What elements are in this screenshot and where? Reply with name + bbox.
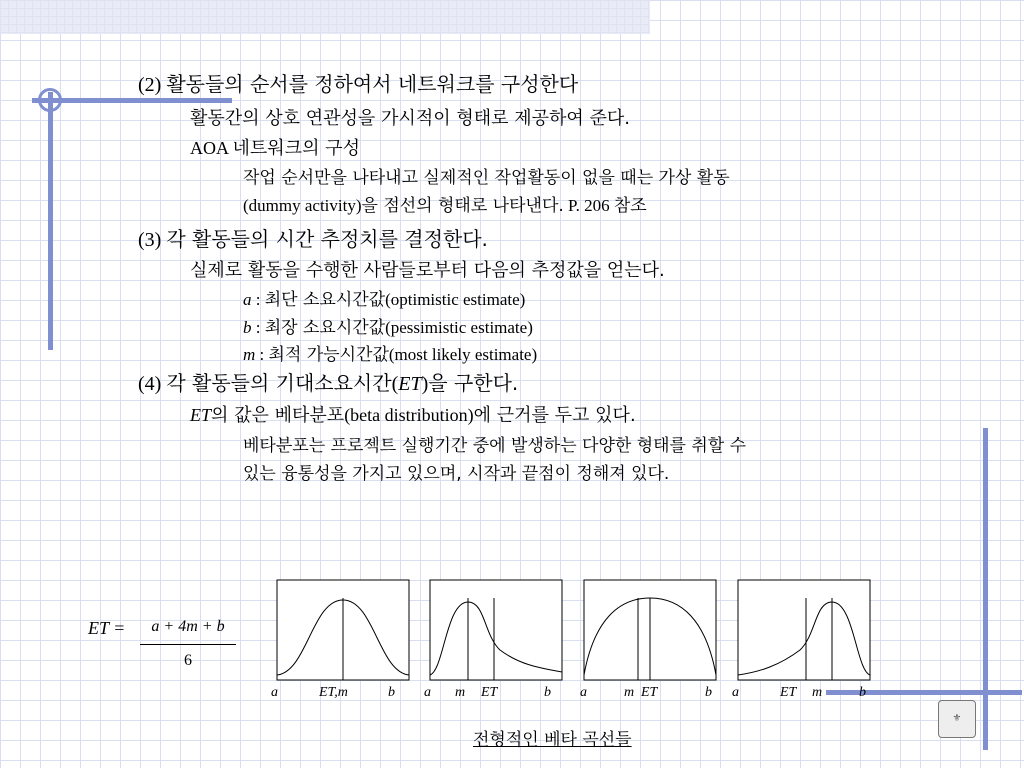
curve-label: m (455, 685, 466, 700)
text-line-2 (190, 104, 630, 130)
beta-curve-3 (580, 580, 716, 700)
curve-label: b (388, 685, 395, 700)
beta-curve-1 (271, 580, 409, 700)
left-horizontal-rule (32, 98, 232, 103)
et-formula-lhs: ET = (88, 618, 126, 638)
text-run: 의 값은 베타분포 (211, 405, 345, 426)
text-run: ( (391, 373, 399, 395)
beta-curves-figure (270, 575, 910, 710)
curve-label: m (624, 685, 635, 700)
text-run: : (251, 290, 265, 309)
curve-label: b (544, 685, 551, 700)
text-run: 참조 (613, 196, 647, 216)
et-formula-denominator: 6 (184, 652, 192, 669)
text-run: AOA (190, 138, 233, 158)
text-run: (optimistic estimate) (385, 290, 526, 309)
left-vertical-rule (48, 92, 53, 350)
beta-curve-2 (424, 580, 562, 700)
curve-label: ET (780, 685, 797, 700)
text-run: (2) (138, 74, 167, 96)
text-run: 활동간의 상호 연관성을 가시적이 형태로 제공하여 준다. (190, 108, 630, 129)
text-run: 에 근거를 두고 있다. (473, 405, 636, 426)
curve-label: m (812, 685, 823, 700)
text-run: a (243, 290, 252, 309)
text-run: m (243, 345, 256, 364)
text-line-11 (138, 367, 518, 396)
university-logo: ⚜ (938, 700, 976, 738)
text-run: 을 구한다. (428, 371, 519, 395)
text-run: P. 206 (563, 196, 614, 215)
text-run: (beta distribution) (344, 405, 474, 425)
curve-label: a (271, 685, 278, 700)
text-run: (dummy activity) (243, 196, 362, 215)
text-line-1 (138, 68, 578, 97)
text-run: 최적 가능시간값 (268, 345, 389, 365)
curve-label: ET (481, 685, 498, 700)
text-run: 있는 융통성을 가지고 있으며, 시작과 끝점이 정해져 있다. (243, 464, 670, 484)
curve-frame (738, 580, 870, 680)
text-run: (3) (138, 229, 167, 251)
top-banner (0, 0, 650, 34)
text-line-14 (243, 459, 669, 484)
text-run: 활동들의 순서를 정하여서 네트워크를 구성한다 (166, 72, 579, 96)
text-run: 각 활동들의 기대소요시간 (166, 371, 392, 395)
et-formula-bar (140, 644, 236, 645)
text-run: b (243, 318, 252, 337)
right-vertical-rule (983, 428, 988, 750)
text-line-4 (243, 163, 730, 188)
text-line-3 (190, 134, 360, 160)
text-line-10 (243, 340, 537, 365)
text-run: ET (398, 373, 422, 395)
beta-curve-4 (732, 580, 870, 700)
text-run: : (251, 318, 265, 337)
text-run: 베타분포는 프로젝트 실행기간 중에 발생하는 다양한 형태를 취할 수 (243, 436, 747, 456)
circle-ornament (38, 88, 62, 112)
text-line-6 (138, 223, 488, 252)
text-run: 네트워크의 구성 (232, 138, 360, 159)
text-line-7 (190, 256, 665, 282)
text-run: (4) (138, 373, 167, 395)
curve-label: b (859, 685, 866, 700)
text-run: 작업 순서만을 나타내고 실제적인 작업활동이 없을 때는 가상 활동 (243, 168, 730, 188)
curve-label: b (705, 685, 712, 700)
text-run: 최장 소요시간값 (264, 318, 386, 338)
text-line-5 (243, 191, 647, 216)
text-line-8 (243, 285, 525, 310)
et-formula-numerator: a + 4m + b (151, 618, 225, 635)
text-run: (pessimistic estimate) (385, 318, 533, 337)
text-run: 을 점선의 형태로 나타낸다. (361, 196, 564, 216)
curve-frame (430, 580, 562, 680)
text-line-9 (243, 313, 533, 338)
text-run: ET (190, 405, 212, 425)
text-run: ) (421, 373, 429, 395)
text-run: 최단 소요시간값 (264, 290, 386, 310)
curve-label: ET,m (319, 685, 348, 700)
curve-label: a (580, 685, 587, 700)
text-run: 실제로 활동을 수행한 사람들로부터 다음의 추정값을 얻는다. (190, 260, 665, 281)
figure-caption: 전형적인 베타 곡선들 (473, 730, 632, 750)
text-run: 각 활동들의 시간 추정치를 결정한다. (166, 227, 488, 251)
text-run: (most likely estimate) (388, 345, 538, 364)
curve-label: ET (641, 685, 658, 700)
text-run: : (255, 345, 269, 364)
curve-label: a (732, 685, 739, 700)
text-line-12 (190, 401, 636, 427)
curve-label: a (424, 685, 431, 700)
text-line-13 (243, 431, 746, 456)
